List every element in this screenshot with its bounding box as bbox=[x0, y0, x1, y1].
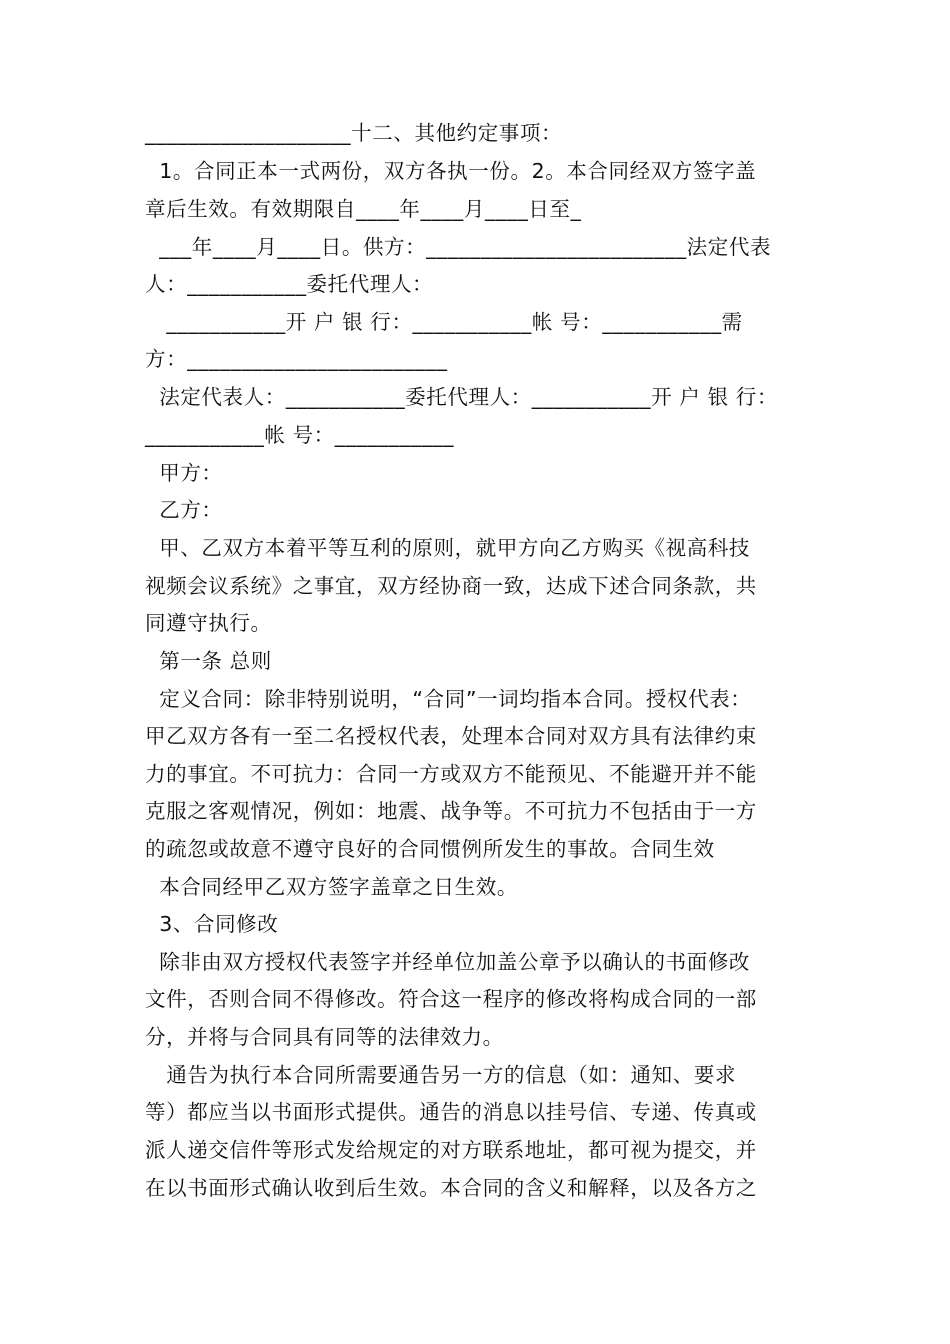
text-line: 第一条 总则 bbox=[145, 649, 272, 673]
text-line: 在以书面形式确认收到后生效。本合同的含义和解释，以及各方之 bbox=[145, 1176, 757, 1200]
text-line: 乙方： bbox=[145, 498, 223, 522]
text-line: 甲、乙双方本着平等互利的原则，就甲方向乙方购买《视高科技 bbox=[145, 536, 751, 560]
text-line: 甲乙双方各有一至二名授权代表，处理本合同对双方具有法律约束 bbox=[145, 724, 757, 748]
text-line: 甲方： bbox=[145, 461, 223, 485]
text-line: 的疏忽或故意不遵守良好的合同惯例所发生的事故。合同生效 bbox=[145, 837, 715, 861]
text-line: 分，并将与合同具有同等的法律效力。 bbox=[145, 1025, 504, 1049]
text-line: 通告为执行本合同所需要通告另一方的信息（如：通知、要求 bbox=[145, 1063, 737, 1087]
text-line: 等）都应当以书面形式提供。通告的消息以挂号信、专递、传真或 bbox=[145, 1100, 757, 1124]
text-line: ___________帐 号：___________ bbox=[145, 423, 455, 447]
text-line: 同遵守执行。 bbox=[145, 611, 272, 635]
text-line: 派人递交信件等形式发给规定的对方联系地址，都可视为提交，并 bbox=[145, 1138, 757, 1162]
text-line: 克服之客观情况，例如：地震、战争等。不可抗力不包括由于一方 bbox=[145, 799, 757, 823]
text-line: 本合同经甲乙双方签字盖章之日生效。 bbox=[145, 875, 518, 899]
text-line: 方：________________________ bbox=[145, 347, 448, 371]
text-line: ___________开 户 银 行：___________帐 号：___________需 bbox=[145, 310, 743, 334]
text-line: 文件，否则合同不得修改。符合这一程序的修改将构成合同的一部 bbox=[145, 987, 757, 1011]
text-line: 法定代表人：___________委托代理人：___________开 户 银 行： bbox=[145, 385, 778, 409]
text-line: ___________________十二、其他约定事项： bbox=[145, 121, 563, 145]
text-line: ___年____月____日。供方：________________________法定代表 bbox=[145, 235, 772, 259]
text-line: 1。合同正本一式两份，双方各执一份。2。本合同经双方签字盖 bbox=[145, 159, 757, 183]
text-line: 除非由双方授权代表签字并经单位加盖公章予以确认的书面修改 bbox=[145, 950, 751, 974]
text-line: 力的事宜。不可抗力：合同一方或双方不能预见、不能避开并不能 bbox=[145, 762, 757, 786]
text-line: 定义合同：除非特别说明，“合同”一词均指本合同。授权代表： bbox=[145, 687, 752, 711]
text-line: 章后生效。有效期限自____年____月____日至_ bbox=[145, 197, 582, 221]
text-line: 人：___________委托代理人： bbox=[145, 272, 434, 296]
text-line: 视频会议系统》之事宜，双方经协商一致，达成下述合同条款，共 bbox=[145, 574, 757, 598]
text-line: 3、合同修改 bbox=[145, 912, 279, 936]
